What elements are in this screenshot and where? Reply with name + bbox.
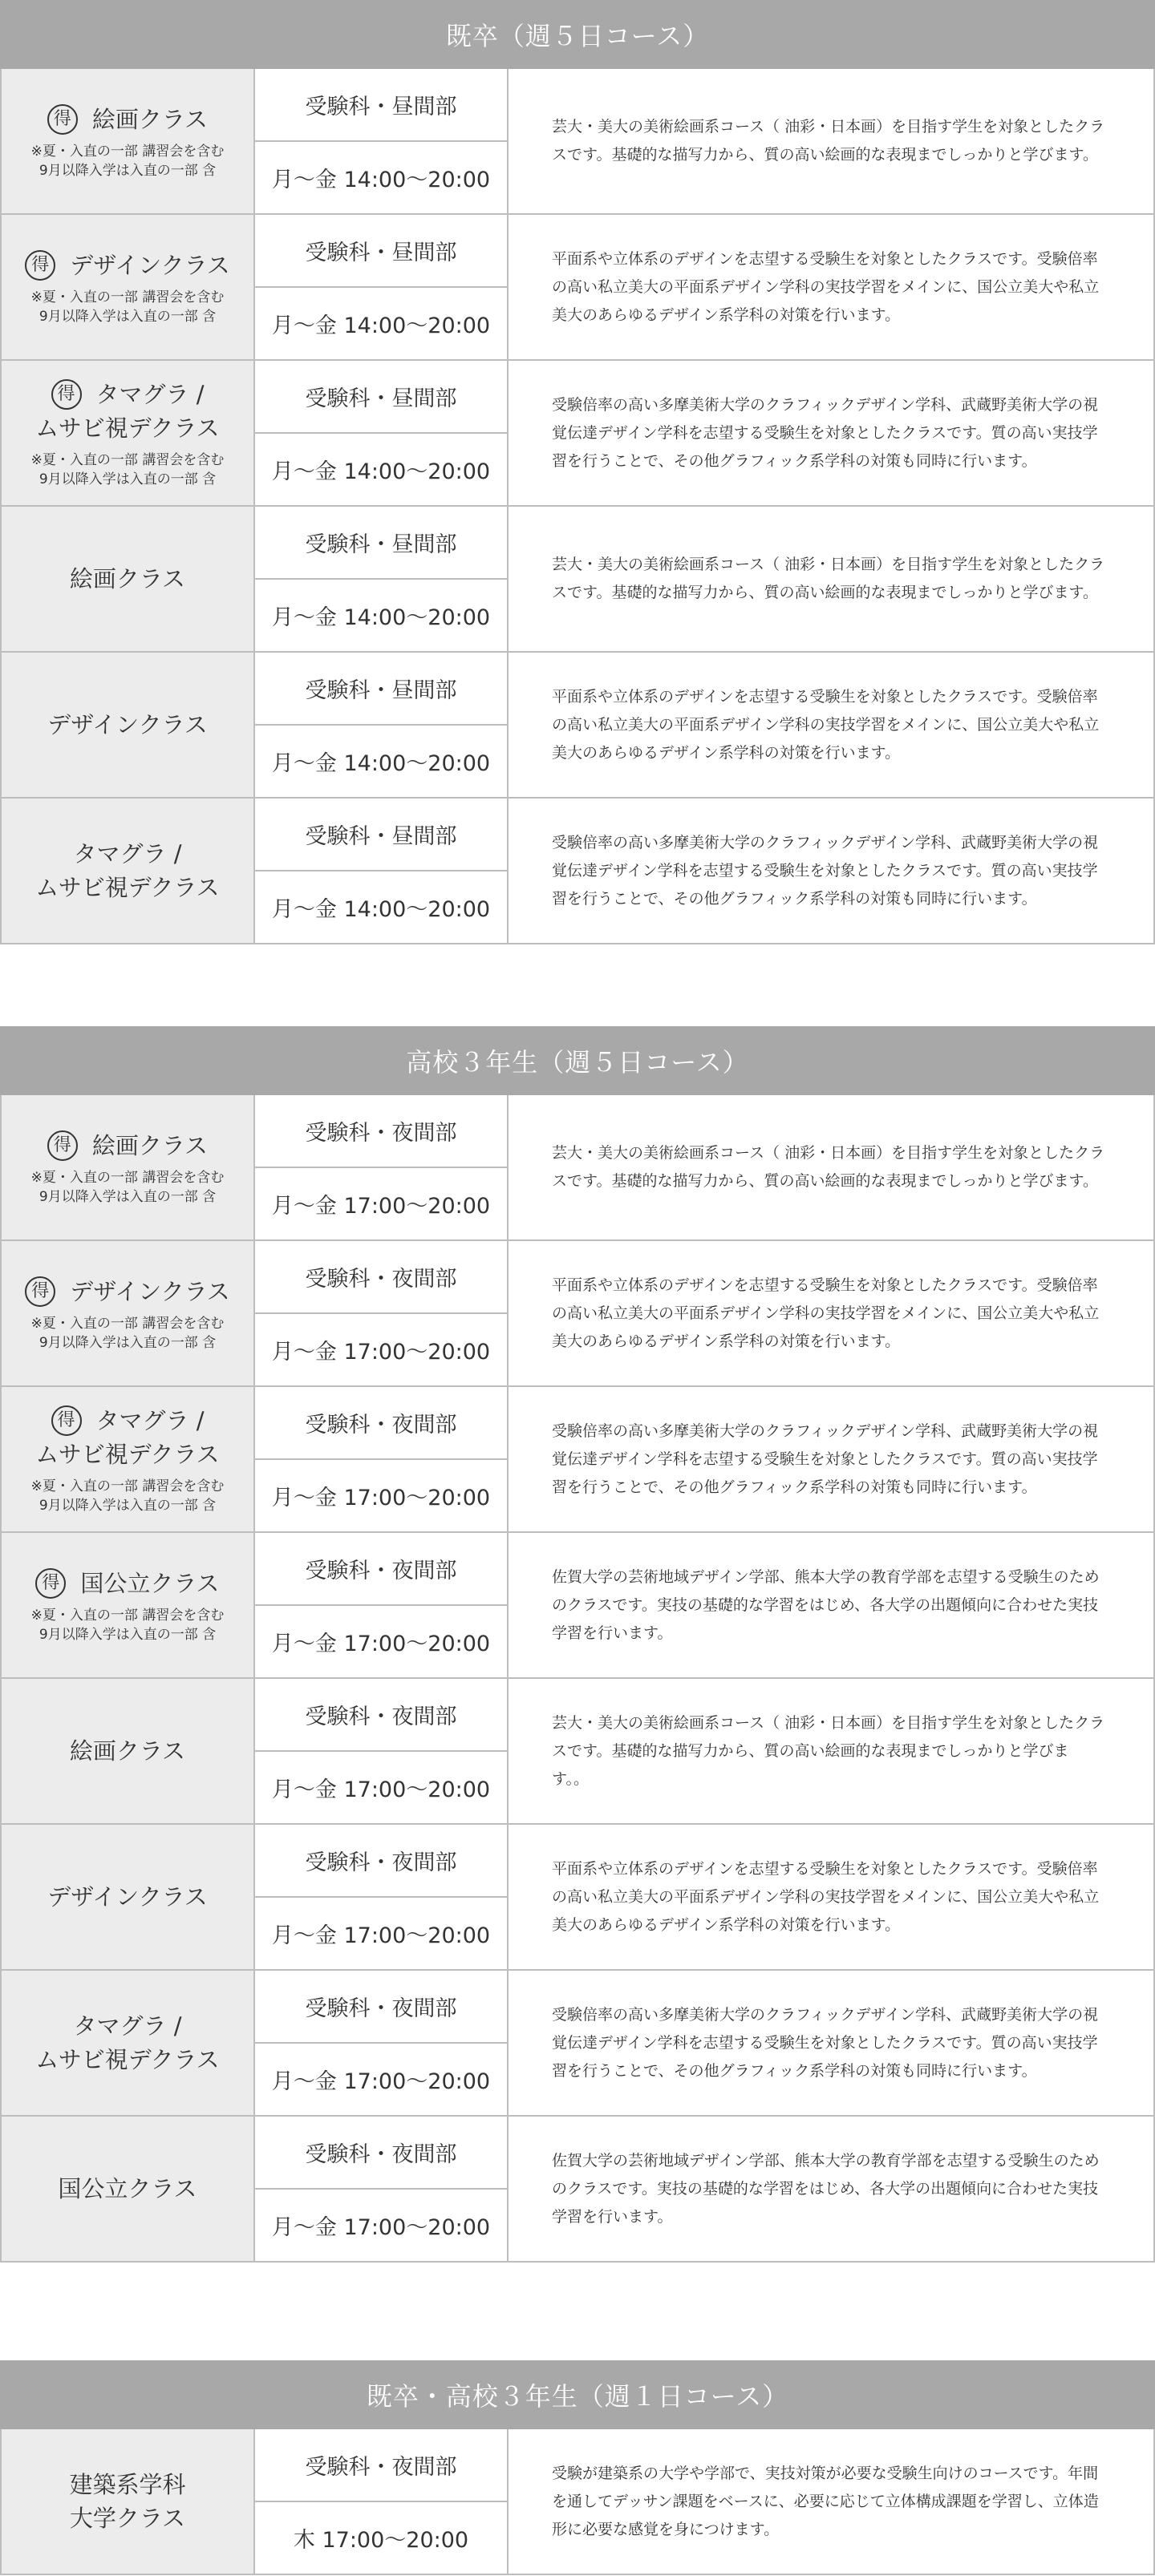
- schedule-cell: [255, 799, 509, 943]
- class-name: [47, 102, 208, 137]
- class-name: [35, 2042, 219, 2077]
- class-name-text: 国公立クラス: [58, 2175, 197, 2202]
- schedule-hours: 月〜金 17:00〜20:00: [271, 1632, 491, 1656]
- schedule-type: 受験科・昼間部: [255, 215, 507, 288]
- class-name: [70, 561, 185, 596]
- schedule-cell: [255, 507, 509, 651]
- section-title: 既卒（週５日コース）: [0, 0, 1155, 69]
- class-note: ※夏・入直の一部 講習会を含む 9月以降入学は入直の一部 含: [30, 144, 225, 179]
- class-name: [35, 410, 219, 446]
- class-note: ※夏・入直の一部 講習会を含む 9月以降入学は入直の一部 含: [30, 1478, 225, 1514]
- class-description: 平面系や立体系のデザインを志望する受験生を対象としたクラスです。受験倍率の高い私立美大の平面系デザイン学科の実技学習をメインに、国公立美大や私立美大のあらゆるデザイン系学科の対策を行います。: [552, 1859, 1100, 1934]
- schedule-cell: [255, 1533, 509, 1677]
- class-name: [35, 1437, 219, 1472]
- schedule-type: 受験科・昼間部: [255, 653, 507, 726]
- schedule-cell: [255, 215, 509, 359]
- class-name-cell: [2, 1241, 255, 1385]
- schedule-hours: 月〜金 17:00〜20:00: [271, 1194, 491, 1219]
- schedule-hours: 木 17:00〜20:00: [293, 2528, 469, 2553]
- class-description: 受験倍率の高い多摩美術大学のクラフィックデザイン学科、武蔵野美術大学の視覚伝達デザイン学科を志望する受験生を対象としたクラスです。質の高い実技学習を行うことで、その他グラフィック系学科の対策も同時に行います。: [552, 833, 1099, 908]
- class-name-cell: [2, 1971, 255, 2115]
- schedule-type: 受験科・夜間部: [255, 1241, 507, 1314]
- schedule-cell: [255, 69, 509, 213]
- class-name-cell: [2, 1387, 255, 1531]
- schedule-type: 受験科・夜間部: [255, 2117, 507, 2190]
- toku-badge-icon: 得: [51, 1405, 82, 1436]
- class-name-text: 絵画クラス: [69, 1737, 186, 1765]
- toku-badge-icon: 得: [47, 104, 78, 135]
- class-description: 受験が建築系の大学や学部で、実技対策が必要な受験生向けのコースです。年間を通してデッサン課題をベースに、必要に応じて立体構成課題を学習し、立体造形に必要な感覚を身につけます。: [552, 2464, 1099, 2538]
- class-name-cell: [2, 2117, 255, 2261]
- class-description: 平面系や立体系のデザインを志望する受験生を対象としたクラスです。受験倍率の高い私立美大の平面系デザイン学科の実技学習をメインに、国公立美大や私立美大のあらゆるデザイン系学科の対策を行います。: [552, 1276, 1100, 1350]
- class-name-text: 絵画クラス: [91, 1132, 209, 1159]
- class-description: 受験倍率の高い多摩美術大学のクラフィックデザイン学科、武蔵野美術大学の視覚伝達デザイン学科を志望する受験生を対象としたクラスです。質の高い実技学習を行うことで、その他グラフィック系学科の対策も同時に行います。: [552, 2005, 1099, 2080]
- class-description: 芸大・美大の美術絵画系コース（ 油彩・日本画）を目指す学生を対象としたクラスです。基礎的な描写力から、質の高い絵画的な表現までしっかりと学びます。: [552, 556, 1105, 601]
- class-description: 芸大・美大の美術絵画系コース（ 油彩・日本画）を目指す学生を対象としたクラスです。基礎的な描写力から、質の高い絵画的な表現までしっかりと学びます。。: [552, 1713, 1105, 1788]
- schedule-hours: 月〜金 14:00〜20:00: [271, 168, 491, 192]
- course-row: [2, 1387, 1153, 1533]
- class-name-text: ムサビ視デクラス: [35, 2046, 220, 2073]
- schedule-cell: [255, 361, 509, 505]
- course-section: [0, 2360, 1155, 2575]
- schedule-hours: 月〜金 14:00〜20:00: [271, 313, 491, 338]
- class-name-text: ムサビ視デクラス: [35, 1441, 220, 1468]
- class-name: [69, 2467, 185, 2502]
- course-table: [0, 69, 1155, 944]
- course-table: [0, 1095, 1155, 2263]
- class-name-text: タマグラ /: [73, 840, 182, 867]
- class-name-text: タマグラ /: [95, 1407, 205, 1434]
- course-row: [2, 69, 1153, 215]
- class-note: ※夏・入直の一部 講習会を含む 9月以降入学は入直の一部 含: [30, 289, 225, 325]
- class-note: ※夏・入直の一部 講習会を含む 9月以降入学は入直の一部 含: [30, 452, 225, 487]
- class-name-text: デザインクラス: [47, 1883, 208, 1911]
- class-note: ※夏・入直の一部 講習会を含む 9月以降入学は入直の一部 含: [30, 1316, 225, 1351]
- toku-badge-icon: 得: [35, 1568, 66, 1599]
- course-row: [2, 1241, 1153, 1387]
- course-row: [2, 1533, 1153, 1679]
- class-name-cell: [2, 799, 255, 943]
- class-name: [25, 248, 230, 283]
- schedule-hours: 月〜金 14:00〜20:00: [271, 751, 491, 776]
- class-name-text: デザインクラス: [47, 711, 208, 738]
- schedule-hours: 月〜金 17:00〜20:00: [271, 1486, 491, 1510]
- schedule-type: 受験科・夜間部: [255, 1825, 507, 1898]
- course-row: [2, 799, 1153, 944]
- schedule-type: 受験科・昼間部: [255, 799, 507, 871]
- class-name: [58, 2171, 197, 2206]
- class-name-cell: [2, 1533, 255, 1677]
- course-row: [2, 1825, 1153, 1971]
- course-section: [0, 1026, 1155, 2263]
- schedule-hours: 月〜金 17:00〜20:00: [271, 1923, 491, 1948]
- schedule-type: 受験科・昼間部: [255, 507, 507, 580]
- class-name: [47, 707, 208, 742]
- schedule-type: 受験科・夜間部: [255, 1095, 507, 1168]
- toku-badge-icon: 得: [25, 250, 55, 281]
- class-name-text: 絵画クラス: [91, 106, 209, 133]
- class-name-cell: [2, 361, 255, 505]
- section-title: 高校３年生（週５日コース）: [0, 1026, 1155, 1095]
- toku-badge-icon: 得: [47, 1130, 78, 1161]
- class-name: [47, 1128, 208, 1163]
- class-name-cell: [2, 2429, 255, 2574]
- section-title: 既卒・高校３年生（週１日コース）: [0, 2360, 1155, 2429]
- class-name-text: ムサビ視デクラス: [35, 415, 220, 442]
- schedule-type: 受験科・昼間部: [255, 361, 507, 434]
- course-row: [2, 507, 1153, 653]
- course-table: [0, 2429, 1155, 2575]
- class-name-cell: [2, 69, 255, 213]
- class-name-text: タマグラ /: [73, 2012, 182, 2040]
- class-name: [35, 870, 219, 905]
- class-name-text: 国公立クラス: [80, 1570, 220, 1597]
- course-section: [0, 0, 1155, 944]
- schedule-cell: [255, 2117, 509, 2261]
- class-name: [47, 1879, 208, 1915]
- course-row: [2, 653, 1153, 799]
- class-name-text: 絵画クラス: [69, 565, 186, 592]
- schedule-cell: [255, 1387, 509, 1531]
- schedule-type: 受験科・夜間部: [255, 1387, 507, 1460]
- class-name-text: タマグラ /: [95, 381, 205, 408]
- class-name-cell: [2, 1825, 255, 1969]
- schedule-type: 受験科・夜間部: [255, 2429, 507, 2502]
- class-name-cell: [2, 653, 255, 797]
- class-name: [74, 2008, 182, 2044]
- course-row: [2, 361, 1153, 507]
- class-note: ※夏・入直の一部 講習会を含む 9月以降入学は入直の一部 含: [30, 1607, 225, 1643]
- schedule-hours: 月〜金 17:00〜20:00: [271, 1340, 491, 1365]
- class-name: [70, 1733, 185, 1769]
- class-name-cell: [2, 507, 255, 651]
- course-row: [2, 1095, 1153, 1241]
- class-name-cell: [2, 1095, 255, 1239]
- class-note: ※夏・入直の一部 講習会を含む 9月以降入学は入直の一部 含: [30, 1170, 225, 1205]
- course-row: [2, 1971, 1153, 2117]
- class-name-text: 大学クラス: [69, 2505, 186, 2532]
- course-row: [2, 2117, 1153, 2263]
- class-description: 受験倍率の高い多摩美術大学のクラフィックデザイン学科、武蔵野美術大学の視覚伝達デザイン学科を志望する受験生を対象としたクラスです。質の高い実技学習を行うことで、その他グラフィック系学科の対策も同時に行います。: [552, 1421, 1099, 1496]
- schedule-cell: [255, 653, 509, 797]
- schedule-cell: [255, 1095, 509, 1239]
- class-description: 平面系や立体系のデザインを志望する受験生を対象としたクラスです。受験倍率の高い私立美大の平面系デザイン学科の実技学習をメインに、国公立美大や私立美大のあらゆるデザイン系学科の対策を行います。: [552, 249, 1100, 324]
- class-name: [35, 1566, 219, 1601]
- schedule-hours: 月〜金 14:00〜20:00: [271, 459, 491, 484]
- schedule-cell: [255, 2429, 509, 2574]
- class-name: [51, 377, 205, 412]
- class-name-cell: [2, 1679, 255, 1823]
- schedule-hours: 月〜金 17:00〜20:00: [271, 2215, 491, 2240]
- class-description: 受験倍率の高い多摩美術大学のクラフィックデザイン学科、武蔵野美術大学の視覚伝達デザイン学科を志望する受験生を対象としたクラスです。質の高い実技学習を行うことで、その他グラフィック系学科の対策も同時に行います。: [552, 395, 1099, 470]
- class-name-text: ムサビ視デクラス: [35, 874, 220, 901]
- schedule-hours: 月〜金 17:00〜20:00: [271, 2069, 491, 2094]
- class-description: 佐賀大学の芸術地域デザイン学部、熊本大学の教育学部を志望する受験生のためのクラスです。実技の基礎的な学習をはじめ、各大学の出題傾向に合わせた実技学習を行います。: [552, 1567, 1100, 1642]
- class-name-text: 建築系学科: [69, 2471, 186, 2498]
- schedule-hours: 月〜金 14:00〜20:00: [271, 605, 491, 630]
- class-name-text: デザインクラス: [70, 252, 230, 279]
- course-row: [2, 2429, 1153, 2575]
- toku-badge-icon: 得: [25, 1276, 55, 1307]
- class-description: 佐賀大学の芸術地域デザイン学部、熊本大学の教育学部を志望する受験生のためのクラスです。実技の基礎的な学習をはじめ、各大学の出題傾向に合わせた実技学習を行います。: [552, 2151, 1100, 2226]
- class-description: 芸大・美大の美術絵画系コース（ 油彩・日本画）を目指す学生を対象としたクラスです。基礎的な描写力から、質の高い絵画的な表現までしっかりと学びます。: [552, 1144, 1105, 1190]
- class-name: [51, 1403, 205, 1438]
- course-row: [2, 1679, 1153, 1825]
- schedule-hours: 月〜金 14:00〜20:00: [271, 897, 491, 922]
- schedule-cell: [255, 1679, 509, 1823]
- schedule-type: 受験科・昼間部: [255, 69, 507, 142]
- schedule-cell: [255, 1971, 509, 2115]
- schedule-type: 受験科・夜間部: [255, 1679, 507, 1752]
- schedule-hours: 月〜金 17:00〜20:00: [271, 1777, 491, 1802]
- toku-badge-icon: 得: [51, 379, 82, 410]
- schedule-type: 受験科・夜間部: [255, 1533, 507, 1606]
- class-description: 平面系や立体系のデザインを志望する受験生を対象としたクラスです。受験倍率の高い私立美大の平面系デザイン学科の実技学習をメインに、国公立美大や私立美大のあらゆるデザイン系学科の対策を行います。: [552, 687, 1100, 762]
- course-row: [2, 215, 1153, 361]
- class-name: [74, 836, 182, 871]
- class-name: [25, 1274, 230, 1309]
- class-name: [70, 2501, 185, 2536]
- schedule-cell: [255, 1241, 509, 1385]
- schedule-cell: [255, 1825, 509, 1969]
- class-name-text: デザインクラス: [70, 1278, 230, 1305]
- class-description: 芸大・美大の美術絵画系コース（ 油彩・日本画）を目指す学生を対象としたクラスです。基礎的な描写力から、質の高い絵画的な表現までしっかりと学びます。: [552, 118, 1105, 164]
- class-name-cell: [2, 215, 255, 359]
- schedule-type: 受験科・夜間部: [255, 1971, 507, 2044]
